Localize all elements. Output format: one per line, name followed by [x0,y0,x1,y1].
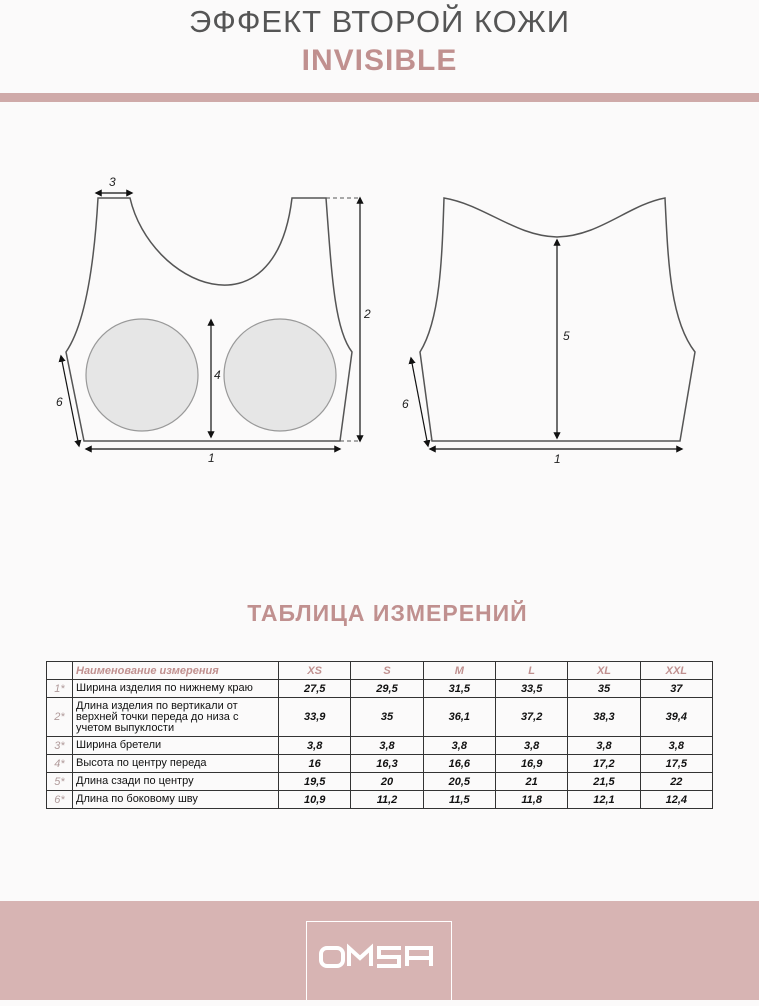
row-value: 21 [495,773,567,791]
row-value: 16,3 [351,755,423,773]
row-index: 6* [47,791,73,809]
row-value: 35 [351,698,423,737]
row-value: 35 [568,680,640,698]
row-name: Длина изделия по вертикали от верхней точки переда до низа с учетом выпуклости [73,698,279,737]
table-row [47,680,713,698]
table-row [47,698,713,737]
table-row [47,755,713,773]
logo-frame [306,921,452,1000]
row-name: Длина сзади по центру [73,773,279,791]
row-value: 11,2 [351,791,423,809]
table-row [47,737,713,755]
row-value: 29,5 [351,680,423,698]
row-value: 21,5 [568,773,640,791]
back-view [402,198,695,466]
row-value: 33,5 [495,680,567,698]
row-value: 37,2 [495,698,567,737]
row-value: 20 [351,773,423,791]
size-header: XS [279,662,351,680]
row-value: 16,9 [495,755,567,773]
row-name: Ширина изделия по нижнему краю [73,680,279,698]
row-value: 22 [640,773,712,791]
row-value: 17,5 [640,755,712,773]
row-value: 3,8 [423,737,495,755]
row-value: 27,5 [279,680,351,698]
name-header: Наименование измерения [73,662,279,680]
size-header: L [495,662,567,680]
front-label-6: 6 [56,395,63,409]
table-row [47,791,713,809]
index-header [47,662,73,680]
measurement-table [46,661,713,809]
front-label-3: 3 [109,175,116,189]
row-name: Ширина бретели [73,737,279,755]
row-value: 37 [640,680,712,698]
row-name: Высота по центру переда [73,755,279,773]
front-label-1: 1 [208,451,215,465]
size-header: S [351,662,423,680]
row-value: 33,9 [279,698,351,737]
table-header-row [47,662,713,680]
row-index: 4* [47,755,73,773]
right-cup [224,319,336,431]
row-value: 20,5 [423,773,495,791]
row-value: 16 [279,755,351,773]
row-index: 3* [47,737,73,755]
back-label-6: 6 [402,397,409,411]
row-value: 12,1 [568,791,640,809]
top-divider-band [0,93,759,102]
row-value: 3,8 [568,737,640,755]
page-subtitle: INVISIBLE [301,44,458,77]
back-label-1: 1 [554,452,561,466]
size-header: XL [568,662,640,680]
size-header: XXL [640,662,712,680]
page-title: ЭФФЕКТ ВТОРОЙ КОЖИ [188,4,570,39]
row-value: 12,4 [640,791,712,809]
back-label-5: 5 [563,329,570,343]
row-index: 2* [47,698,73,737]
row-value: 3,8 [279,737,351,755]
row-index: 1* [47,680,73,698]
row-value: 3,8 [640,737,712,755]
row-value: 39,4 [640,698,712,737]
row-name: Длина по боковому шву [73,791,279,809]
row-value: 31,5 [423,680,495,698]
row-value: 11,5 [423,791,495,809]
dim-6-back-side-arrow [411,358,428,446]
row-value: 17,2 [568,755,640,773]
table-row [47,773,713,791]
row-index: 5* [47,773,73,791]
row-value: 38,3 [568,698,640,737]
row-value: 10,9 [279,791,351,809]
front-label-4: 4 [214,368,221,382]
size-header: M [423,662,495,680]
front-view [56,175,371,465]
row-value: 11,8 [495,791,567,809]
row-value: 3,8 [351,737,423,755]
row-value: 16,6 [423,755,495,773]
row-value: 19,5 [279,773,351,791]
garment-diagram [0,150,759,470]
omsa-logo [307,922,453,1001]
table-title: ТАБЛИЦА ИЗМЕРЕНИЙ [247,600,528,626]
front-label-2: 2 [364,307,371,321]
row-value: 36,1 [423,698,495,737]
row-value: 3,8 [495,737,567,755]
left-cup [86,319,198,431]
